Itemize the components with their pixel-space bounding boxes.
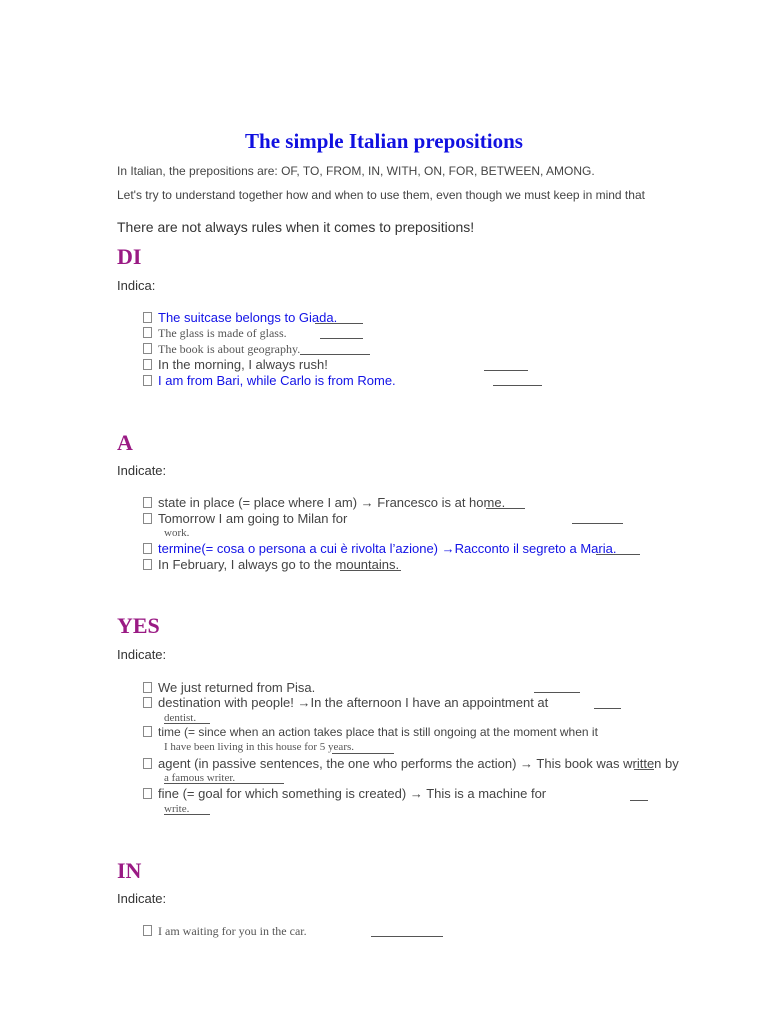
list-item: The book is about geography. bbox=[143, 342, 300, 357]
bullet-icon bbox=[143, 758, 152, 769]
heading-a: A bbox=[117, 430, 133, 455]
bullet-icon bbox=[143, 726, 152, 737]
answer-blank[interactable] bbox=[634, 769, 654, 770]
answer-blank[interactable] bbox=[572, 523, 623, 524]
heading-di: DI bbox=[117, 244, 142, 269]
item-continuation: work. bbox=[164, 527, 190, 539]
answer-blank[interactable] bbox=[300, 354, 370, 355]
list-item: Tomorrow I am going to Milan for bbox=[143, 511, 347, 526]
bullet-icon bbox=[143, 327, 152, 338]
list-item: We just returned from Pisa. bbox=[143, 680, 315, 695]
label-a: Indicate: bbox=[117, 463, 167, 478]
label-di: Indica: bbox=[117, 278, 156, 293]
item-continuation: dentist. bbox=[164, 712, 197, 724]
answer-blank[interactable] bbox=[371, 936, 443, 937]
answer-blank[interactable] bbox=[164, 783, 284, 784]
list-item: The glass is made of glass. bbox=[143, 326, 287, 341]
answer-blank[interactable] bbox=[164, 814, 210, 815]
bullet-icon bbox=[143, 682, 152, 693]
list-item: I am waiting for you in the car. bbox=[143, 924, 307, 939]
label-yes: Indicate: bbox=[117, 647, 167, 662]
answer-blank[interactable] bbox=[630, 800, 648, 801]
item-continuation: a famous writer. bbox=[164, 772, 236, 784]
answer-blank[interactable] bbox=[332, 753, 394, 754]
intro-line-3: There are not always rules when it comes to prepositions! bbox=[117, 219, 475, 235]
list-item: In the morning, I always rush! bbox=[143, 357, 328, 372]
page-title: The simple Italian prepositions bbox=[245, 129, 523, 153]
list-item: termine(= cosa o persona a cui è rivolta l’azione) →Racconto il segreto a Maria. bbox=[143, 541, 616, 556]
bullet-icon bbox=[143, 497, 152, 508]
bullet-icon bbox=[143, 513, 152, 524]
list-item: I am from Bari, while Carlo is from Rome. bbox=[143, 373, 396, 388]
answer-blank[interactable] bbox=[320, 338, 363, 339]
list-item: The suitcase belongs to Giada. bbox=[143, 310, 337, 325]
answer-blank[interactable] bbox=[484, 370, 528, 371]
label-in: Indicate: bbox=[117, 891, 167, 906]
list-item: state in place (= place where I am) → Francesco is at home. bbox=[143, 495, 505, 510]
list-item: fine (= goal for which something is created) → This is a machine for bbox=[143, 786, 546, 801]
item-continuation: write. bbox=[164, 803, 190, 815]
bullet-icon bbox=[143, 343, 152, 354]
bullet-icon bbox=[143, 788, 152, 799]
answer-blank[interactable] bbox=[486, 508, 525, 509]
answer-blank[interactable] bbox=[596, 554, 640, 555]
bullet-icon bbox=[143, 697, 152, 708]
heading-in: IN bbox=[117, 858, 142, 883]
bullet-icon bbox=[143, 925, 152, 936]
list-item: destination with people! →In the afternoon I have an appointment at bbox=[143, 695, 548, 710]
answer-blank[interactable] bbox=[534, 692, 580, 693]
answer-blank[interactable] bbox=[493, 385, 542, 386]
bullet-icon bbox=[143, 559, 152, 570]
item-continuation: I have been living in this house for 5 years. bbox=[164, 741, 355, 753]
bullet-icon bbox=[143, 359, 152, 370]
intro-line-1: In Italian, the prepositions are: OF, TO, FROM, IN, WITH, ON, FOR, BETWEEN, AMONG. bbox=[117, 164, 595, 178]
answer-blank[interactable] bbox=[594, 708, 621, 709]
list-item: agent (in passive sentences, the one who performs the action) → This book was written by bbox=[143, 756, 679, 771]
bullet-icon bbox=[143, 375, 152, 386]
list-item: time (= since when an action takes place that is still ongoing at the moment when it bbox=[143, 725, 598, 739]
heading-yes: YES bbox=[117, 613, 160, 638]
list-item: In February, I always go to the mountains. bbox=[143, 557, 399, 572]
bullet-icon bbox=[143, 543, 152, 554]
intro-line-2: Let's try to understand together how and when to use them, even though we must keep in mind that bbox=[117, 188, 645, 202]
answer-blank[interactable] bbox=[164, 723, 210, 724]
answer-blank[interactable] bbox=[340, 570, 401, 571]
answer-blank[interactable] bbox=[315, 323, 363, 324]
bullet-icon bbox=[143, 312, 152, 323]
